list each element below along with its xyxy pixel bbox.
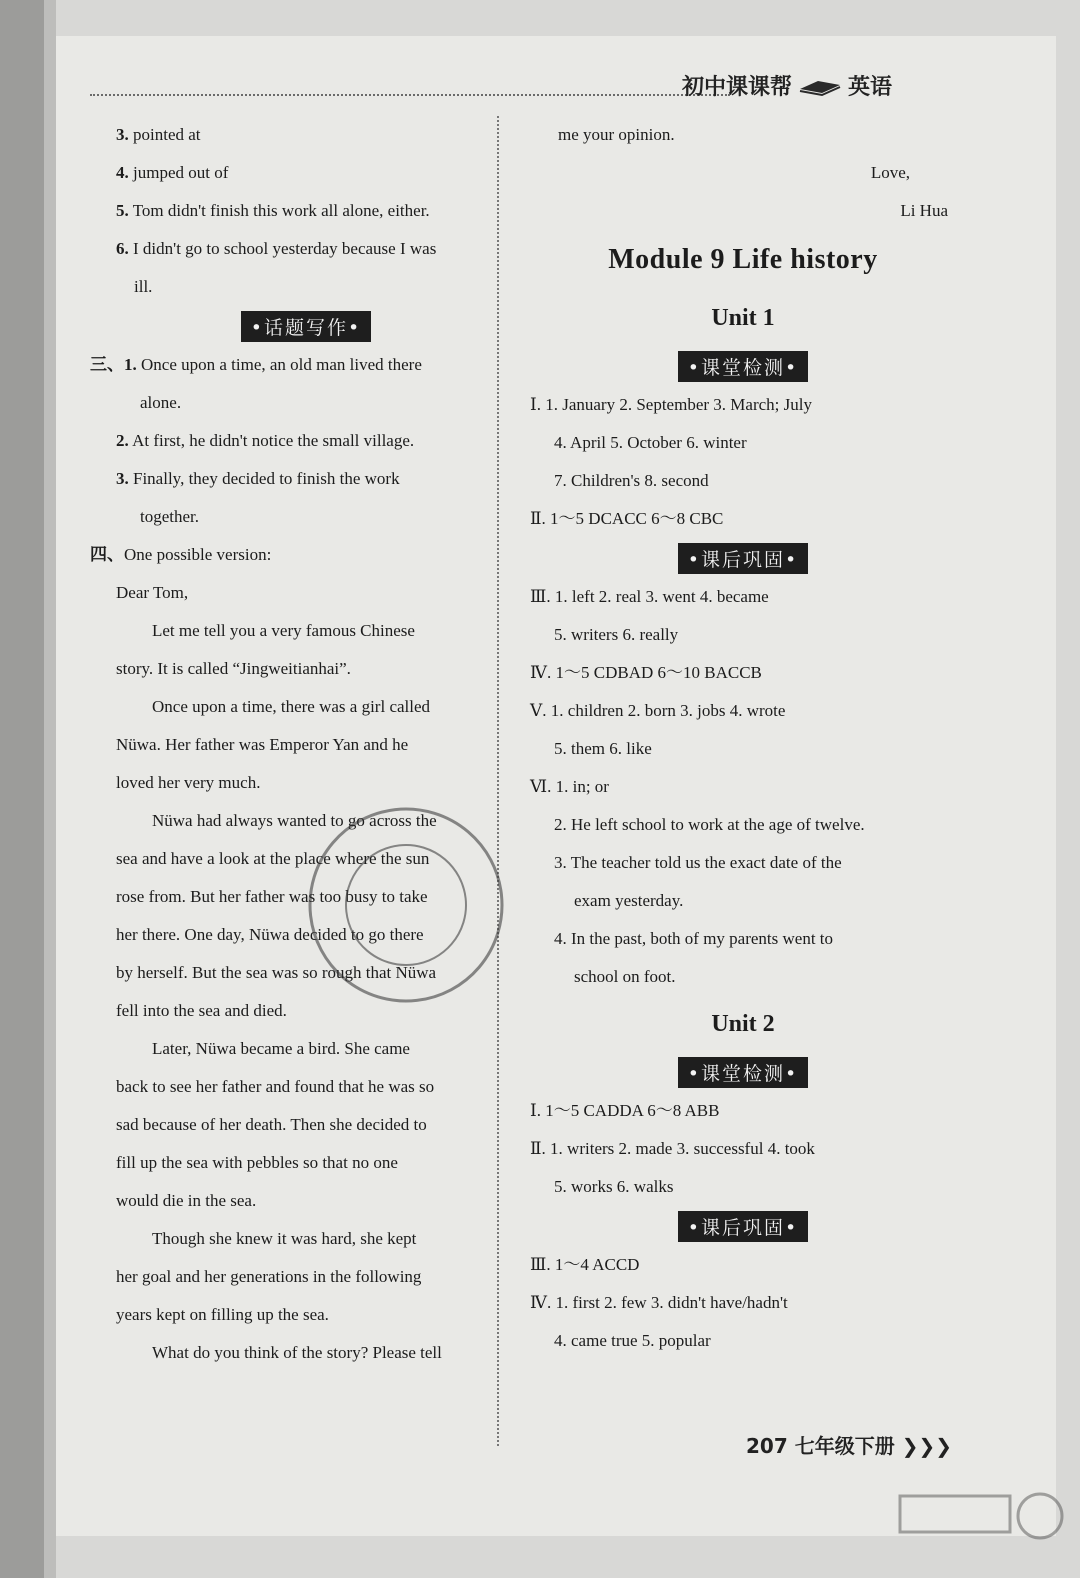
- letter-line: story. It is called “Jingweitianhai”.: [116, 659, 351, 678]
- letter-line: fell into the sea and died.: [116, 1001, 287, 1020]
- answer-line: 2. He left school to work at the age of twelve.: [554, 815, 865, 834]
- book-stack-icon: [798, 75, 842, 97]
- answer-line: Ⅲ. 1. left 2. real 3. went 4. became: [530, 587, 769, 606]
- answer-line: Ⅲ. 1～4 ACCD: [530, 1255, 640, 1274]
- section-badge-wrap: [538, 1052, 948, 1092]
- answer-line: 4. came true 5. popular: [554, 1331, 711, 1350]
- answer-line: 三、1. Once upon a time, an old man lived there: [90, 355, 422, 374]
- letter-closing: Love,: [870, 163, 910, 182]
- answer-line: 3. pointed at: [116, 125, 201, 144]
- answer-line: 5. Tom didn't finish this work all alone, either.: [116, 201, 430, 220]
- grade-label: 七年级下册: [794, 1434, 895, 1458]
- answer-line: 5. them 6. like: [554, 739, 652, 758]
- letter-line: rose from. But her father was too busy to take: [116, 887, 428, 906]
- page-footer: [746, 1430, 952, 1459]
- letter-line: fill up the sea with pebbles so that no one: [116, 1153, 398, 1172]
- section-badge-class-test: •课堂检测•: [678, 351, 808, 382]
- letter-line: her goal and her generations in the following: [116, 1267, 422, 1286]
- page-header: [682, 70, 892, 101]
- letter-line: her there. One day, Nüwa decided to go there: [116, 925, 424, 944]
- site-watermark: [890, 1486, 1070, 1566]
- answer-line: exam yesterday.: [574, 891, 684, 910]
- letter-line: Though she knew it was hard, she kept: [152, 1229, 417, 1248]
- answer-line: 6. I didn't go to school yesterday because I was: [116, 239, 437, 258]
- answer-line: 4. April 5. October 6. winter: [554, 433, 747, 452]
- answer-line: 3. The teacher told us the exact date of the: [554, 853, 842, 872]
- section-badge-review: •课后巩固•: [678, 543, 808, 574]
- letter-line: loved her very much.: [116, 773, 261, 792]
- letter-greeting: Dear Tom,: [116, 583, 189, 602]
- section-badge-topic-writing: •话题写作•: [241, 311, 371, 342]
- letter-line: What do you think of the story? Please tell: [152, 1343, 442, 1362]
- answer-line: 4. jumped out of: [116, 163, 229, 182]
- right-column: [530, 116, 948, 1360]
- section-badge-wrap: [538, 346, 948, 386]
- answer-line: 4. In the past, both of my parents went to: [554, 929, 834, 948]
- section-badge-class-test: •课堂检测•: [678, 1057, 808, 1088]
- answer-line: 四、One possible version:: [90, 545, 272, 564]
- chevron-right-icon: ❯❯❯: [901, 1434, 952, 1458]
- answer-line: together.: [140, 507, 200, 526]
- answer-line: 5. writers 6. really: [554, 625, 679, 644]
- module-title: Module 9 Life history: [608, 244, 878, 275]
- section-badge-review: •课后巩固•: [678, 1211, 808, 1242]
- book-spine-edge: [44, 0, 56, 1578]
- answer-line: 7. Children's 8. second: [554, 471, 709, 490]
- answer-line: Ⅳ. 1～5 CDBAD 6～10 BACCB: [530, 663, 762, 682]
- header-title: 初中课课帮: [682, 75, 793, 100]
- letter-line: Later, Nüwa became a bird. She came: [152, 1039, 410, 1058]
- letter-line: me your opinion.: [558, 125, 675, 144]
- letter-line: sad because of her death. Then she decided to: [116, 1115, 427, 1134]
- answer-line: alone.: [140, 393, 182, 412]
- section-badge-wrap: [538, 1206, 948, 1246]
- answer-line: Ⅱ. 1. writers 2. made 3. successful 4. took: [530, 1139, 815, 1158]
- left-column: [90, 116, 496, 1372]
- stamp-seal: [296, 790, 516, 1020]
- letter-line: Let me tell you a very famous Chinese: [152, 621, 415, 640]
- column-divider: [497, 116, 499, 1446]
- unit-title: Unit 2: [711, 1011, 775, 1037]
- answer-line: Ⅰ. 1. January 2. September 3. March; July: [530, 395, 812, 414]
- answer-line: Ⅴ. 1. children 2. born 3. jobs 4. wrote: [530, 701, 786, 720]
- section-badge-wrap: [116, 306, 496, 346]
- answer-line: Ⅳ. 1. first 2. few 3. didn't have/hadn't: [530, 1293, 788, 1312]
- header-subject: 英语: [848, 75, 893, 100]
- letter-line: Nüwa. Her father was Emperor Yan and he: [116, 735, 409, 754]
- letter-line: sea and have a look at the place where the sun: [116, 849, 430, 868]
- answer-line: Ⅰ. 1～5 CADDA 6～8 ABB: [530, 1101, 720, 1120]
- answer-line: school on foot.: [574, 967, 676, 986]
- header-dotted-rule: [90, 94, 730, 96]
- book-spine-shadow: [0, 0, 44, 1578]
- answer-line: 5. works 6. walks: [554, 1177, 674, 1196]
- unit-title: Unit 1: [711, 305, 775, 331]
- letter-line: back to see her father and found that he was so: [116, 1077, 435, 1096]
- page-number: 207: [746, 1434, 788, 1458]
- answer-line: 2. At first, he didn't notice the small village.: [116, 431, 415, 450]
- letter-line: Once upon a time, there was a girl called: [152, 697, 431, 716]
- letter-line: by herself. But the sea was so rough that Nüwa: [116, 963, 437, 982]
- answer-line: 3. Finally, they decided to finish the work: [116, 469, 400, 488]
- answer-line: Ⅱ. 1～5 DCACC 6～8 CBC: [530, 509, 724, 528]
- letter-signature: Li Hua: [900, 201, 948, 220]
- letter-line: years kept on filling up the sea.: [116, 1305, 329, 1324]
- section-badge-wrap: [538, 538, 948, 578]
- letter-line: would die in the sea.: [116, 1191, 257, 1210]
- letter-line: Nüwa had always wanted to go across the: [152, 811, 437, 830]
- answer-line: Ⅵ. 1. in; or: [530, 777, 609, 796]
- answer-line: ill.: [134, 277, 153, 296]
